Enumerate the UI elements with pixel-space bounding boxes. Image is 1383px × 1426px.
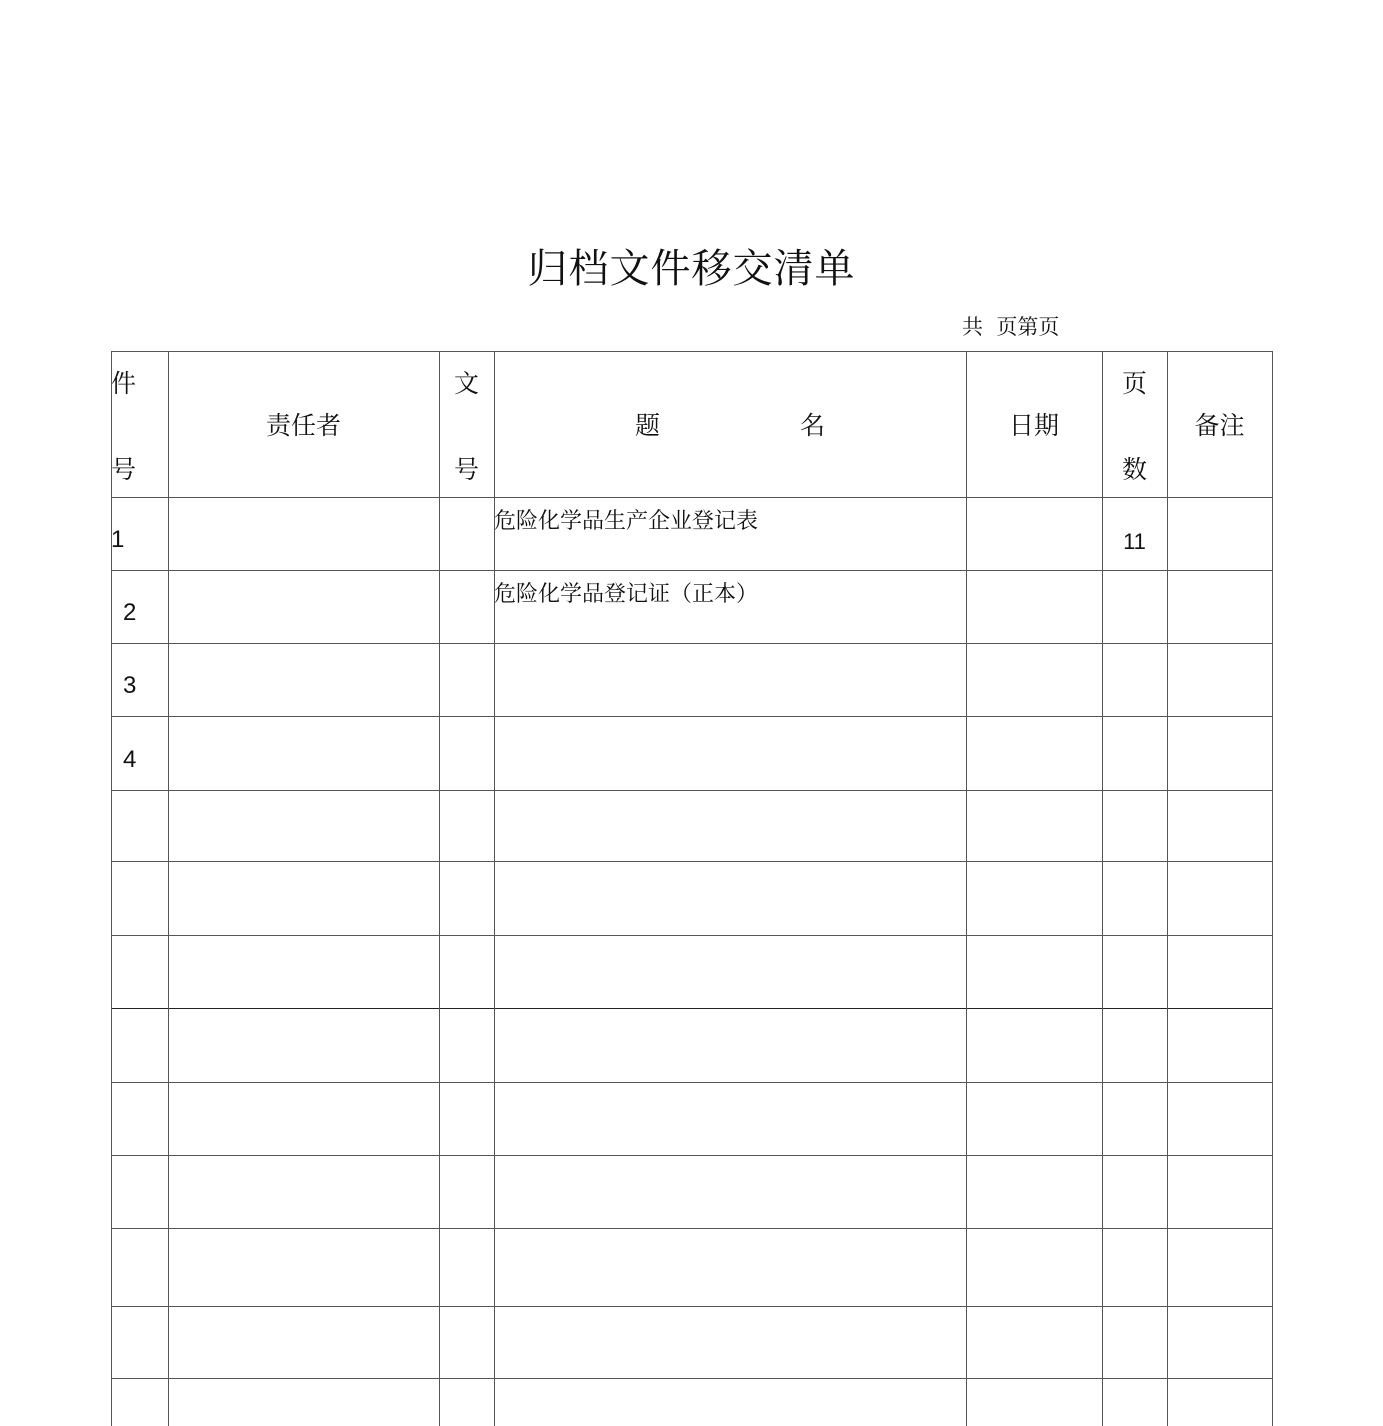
header-title-right: 名 bbox=[800, 411, 826, 440]
row-3-item-no: 3 bbox=[123, 672, 137, 699]
header-doc-no-top: 文 bbox=[453, 369, 479, 398]
row-divider bbox=[111, 643, 1272, 644]
col-divider bbox=[1102, 351, 1103, 1426]
col-divider bbox=[439, 351, 440, 1426]
row-divider bbox=[111, 1082, 1272, 1083]
row-4-item-no: 4 bbox=[123, 746, 137, 773]
header-doc-no-bottom: 号 bbox=[453, 455, 479, 484]
header-remarks: 备注 bbox=[1194, 411, 1245, 440]
row-divider bbox=[111, 861, 1272, 862]
row-divider bbox=[111, 1306, 1272, 1307]
col-divider bbox=[966, 351, 967, 1426]
row-1-item-no: 1 bbox=[111, 526, 125, 553]
header-responsible: 责任者 bbox=[265, 411, 341, 440]
col-divider bbox=[168, 351, 169, 1426]
row-2-title: 危险化学品登记证（正本） bbox=[494, 582, 759, 607]
col-divider bbox=[1272, 351, 1273, 1426]
row-divider bbox=[111, 1378, 1272, 1379]
document-title: 归档文件移交清单 bbox=[527, 246, 856, 292]
page-count-info: 共 页第页 bbox=[962, 315, 1060, 339]
row-divider bbox=[111, 935, 1272, 936]
row-divider bbox=[111, 570, 1272, 571]
row-divider bbox=[111, 1228, 1272, 1229]
row-2-item-no: 2 bbox=[123, 599, 137, 626]
header-pages-top: 页 bbox=[1121, 369, 1147, 398]
row-divider bbox=[111, 497, 1272, 498]
row-divider bbox=[111, 1008, 1272, 1009]
row-divider bbox=[111, 1155, 1272, 1156]
table-border-top bbox=[111, 351, 1272, 352]
header-date: 日期 bbox=[1008, 411, 1059, 440]
row-1-pages: 11 bbox=[1123, 529, 1146, 554]
col-divider bbox=[1167, 351, 1168, 1426]
header-item-no-top: 件 bbox=[111, 369, 137, 398]
header-pages-bottom: 数 bbox=[1121, 455, 1147, 484]
col-divider bbox=[111, 351, 112, 1426]
row-divider bbox=[111, 790, 1272, 791]
header-title-left: 题 bbox=[635, 411, 661, 440]
row-divider bbox=[111, 716, 1272, 717]
row-1-title: 危险化学品生产企业登记表 bbox=[494, 509, 759, 534]
header-item-no-bottom: 号 bbox=[111, 455, 137, 484]
